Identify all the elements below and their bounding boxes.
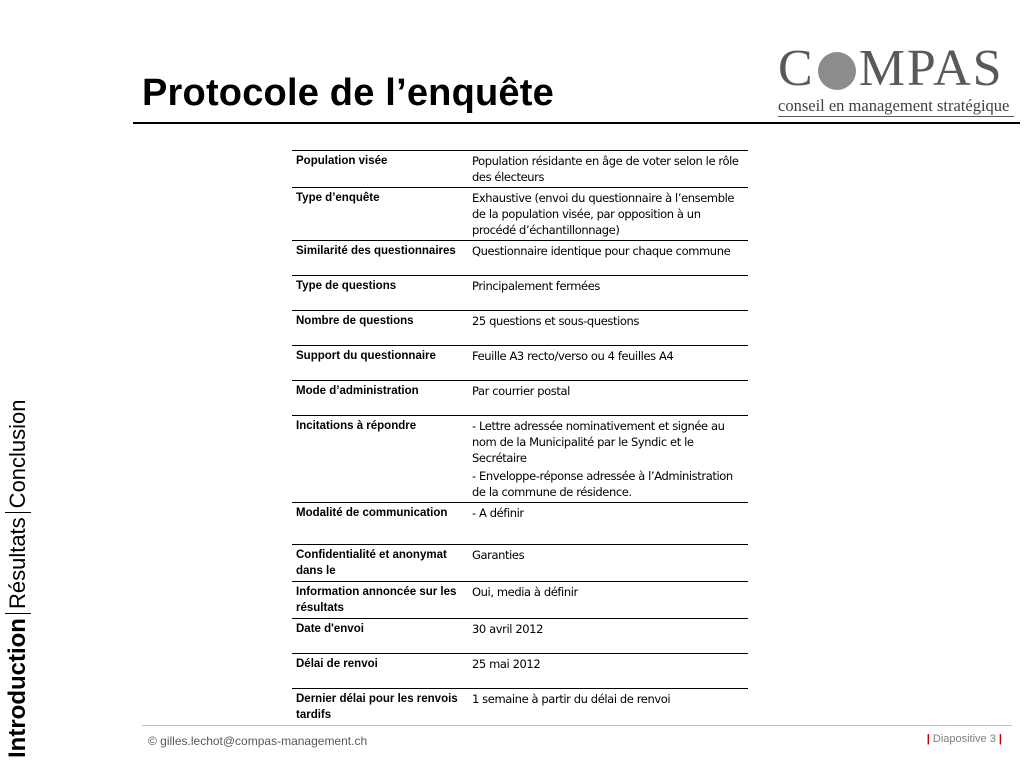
row-value (468, 276, 748, 311)
row-value (468, 381, 748, 416)
protocol-table (292, 150, 748, 726)
table-row (292, 276, 748, 311)
table-row (292, 381, 748, 416)
logo-letter-c: C (778, 40, 815, 97)
section-nav (0, 358, 36, 760)
title-underline (133, 122, 1020, 124)
table-row (292, 151, 748, 188)
row-value-line: - A définir (472, 506, 524, 520)
row-label: Délai de renvoi (292, 654, 468, 689)
logo-dot-icon (818, 52, 856, 90)
row-label: Information annoncée sur les résultats (292, 582, 468, 619)
row-value (468, 346, 748, 381)
row-label: Type de questions (292, 276, 468, 311)
row-label: Incitations à répondre (292, 416, 468, 503)
row-value-line: - Enveloppe-réponse adressée à l’Administration de la commune de résidence. (472, 469, 733, 499)
row-value-line: - Lettre adressée nominativement et signée au nom de la Municipalité par le Syndic et le Secrétaire (472, 419, 725, 465)
row-value-line: Garanties (472, 548, 525, 562)
row-value (468, 151, 748, 188)
nav-item-conclusion[interactable]: Conclusion (5, 399, 30, 509)
row-value (468, 241, 748, 276)
row-value-line: Principalement fermées (472, 279, 601, 293)
table-row (292, 545, 748, 582)
table-row (292, 416, 748, 503)
row-value (468, 311, 748, 346)
row-value (468, 582, 748, 619)
row-value (468, 689, 748, 726)
row-label: Type d’enquête (292, 188, 468, 241)
row-value (468, 416, 748, 503)
slide-number (927, 733, 1002, 745)
row-value-line: 25 questions et sous-questions (472, 314, 639, 328)
row-label: Similarité des questionnaires (292, 241, 468, 276)
row-label: Population visée (292, 151, 468, 188)
row-value (468, 654, 748, 689)
protocol-table-body (292, 151, 748, 726)
footer-copyright: © gilles.lechot@compas-management.ch (148, 734, 368, 748)
row-label: Support du questionnaire (292, 346, 468, 381)
row-label: Nombre de questions (292, 311, 468, 346)
compas-logo (778, 40, 1014, 122)
slide-title: Protocole de l’enquête (142, 72, 554, 114)
table-row (292, 503, 748, 545)
row-value-line: Feuille A3 recto/verso ou 4 feuilles A4 (472, 349, 674, 363)
row-value-line: Population résidante en âge de voter selon le rôle des électeurs (472, 154, 739, 184)
row-value-line: 1 semaine à partir du délai de renvoi (472, 692, 671, 706)
row-label: Modalité de communication (292, 503, 468, 545)
row-value (468, 503, 748, 545)
table-row (292, 311, 748, 346)
slide-number-separator: | (998, 733, 1002, 745)
row-value-line: Oui, media à définir (472, 585, 578, 599)
row-label: Mode d’administration (292, 381, 468, 416)
table-row (292, 582, 748, 619)
table-row (292, 188, 748, 241)
row-value (468, 619, 748, 654)
nav-item-introduction[interactable]: Introduction (4, 618, 31, 758)
row-value (468, 545, 748, 582)
row-value-line: 25 mai 2012 (472, 657, 541, 671)
logo-letters-mpas: MPAS (858, 40, 1004, 97)
row-label: Dernier délai pour les renvois tardifs (292, 689, 468, 726)
nav-separator (5, 512, 31, 513)
slide-number-label: Diapositive 3 (932, 733, 996, 745)
logo-tagline: conseil en management stratégique (778, 96, 1010, 115)
logo-underline (778, 116, 1014, 117)
logo-wordmark (778, 40, 1004, 97)
footer-divider (142, 725, 1012, 726)
table-row (292, 346, 748, 381)
row-value-line: 30 avril 2012 (472, 622, 543, 636)
section-nav-track (0, 358, 36, 760)
row-value (468, 188, 748, 241)
table-row (292, 654, 748, 689)
table-row (292, 619, 748, 654)
nav-separator (5, 613, 31, 614)
nav-item-resultats[interactable]: Résultats (5, 517, 30, 610)
row-value-line: Par courrier postal (472, 384, 570, 398)
row-label: Confidentialité et anonymat dans le (292, 545, 468, 582)
row-value-line: Exhaustive (envoi du questionnaire à l’ensemble de la population visée, par opposition à un procédé d’échantillonnage) (472, 191, 735, 237)
slide-number-separator: | (926, 733, 930, 745)
table-row (292, 241, 748, 276)
table-row (292, 689, 748, 726)
row-label: Date d'envoi (292, 619, 468, 654)
row-value-line: Questionnaire identique pour chaque commune (472, 244, 731, 258)
